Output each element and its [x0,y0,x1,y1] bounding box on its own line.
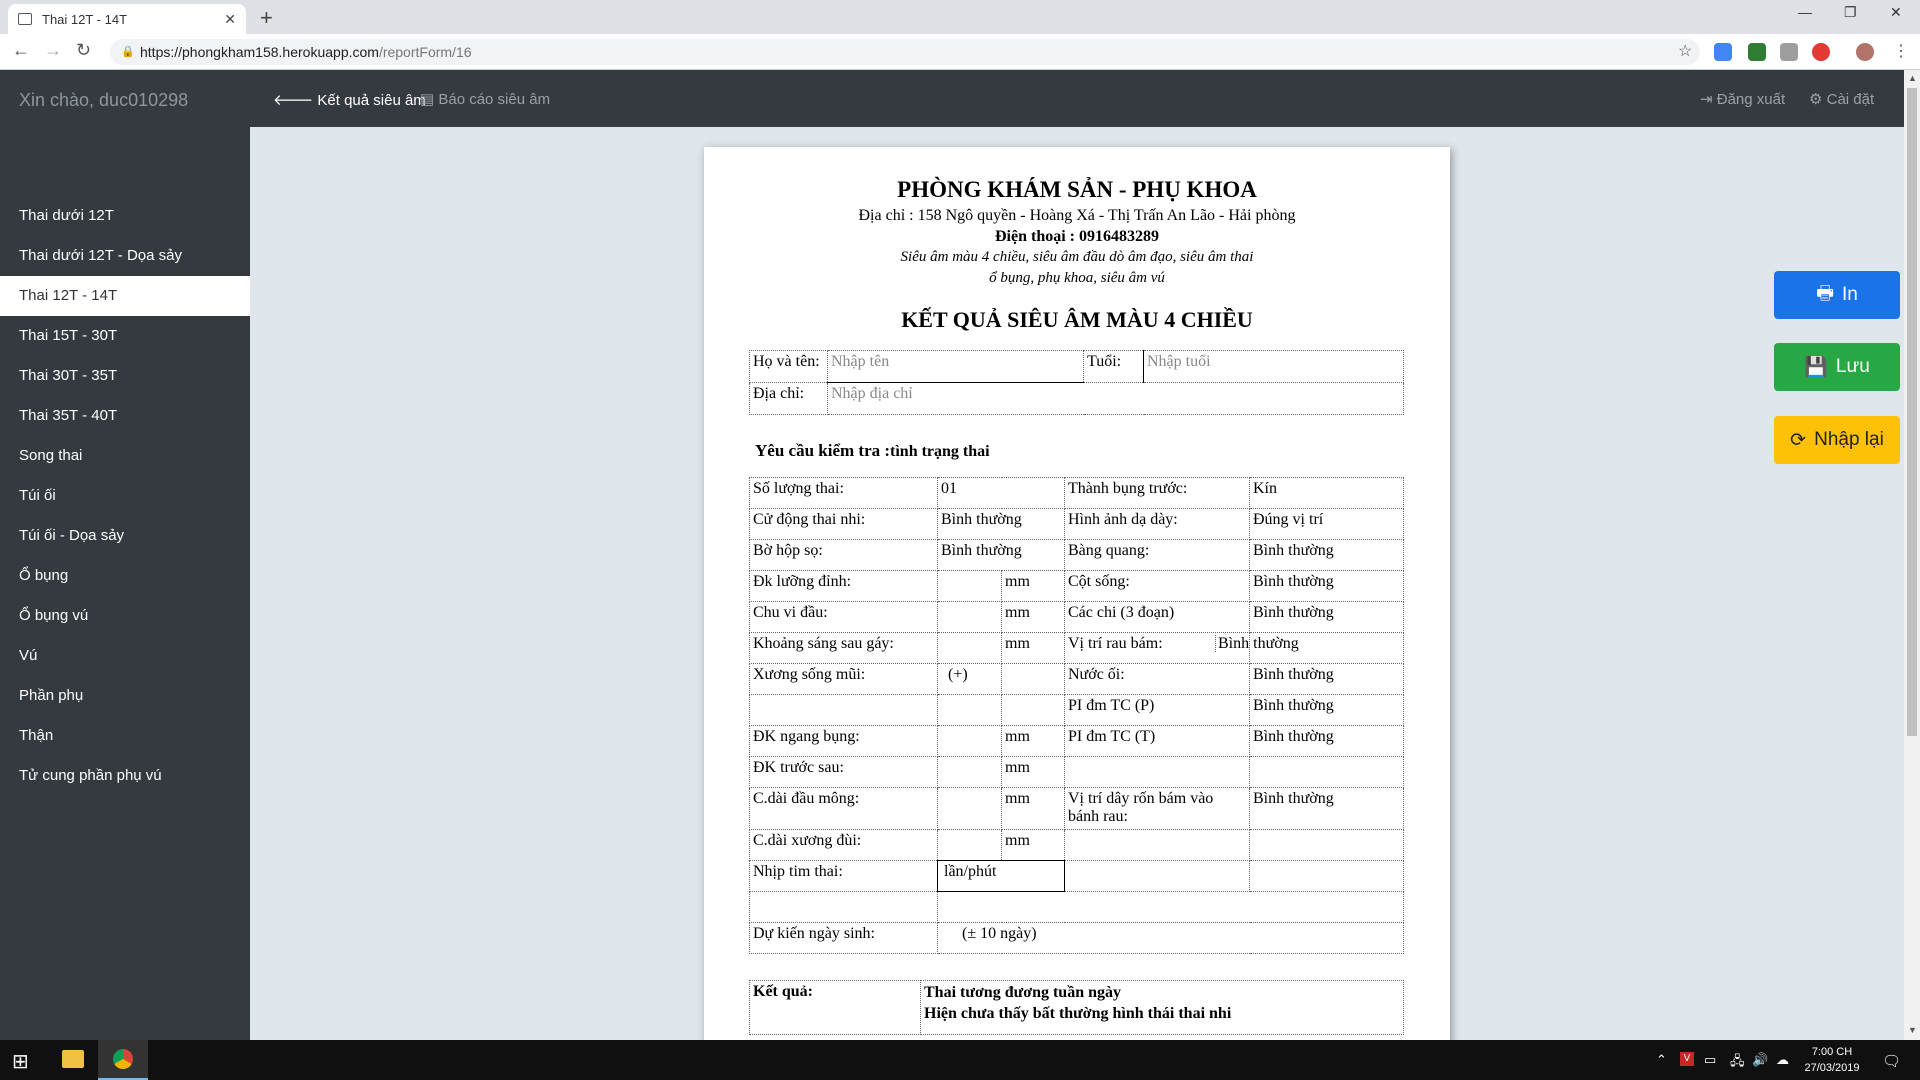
profile-avatar-icon[interactable] [1856,43,1874,61]
measurement-table [749,477,1404,954]
sidebar-item-thai-35t-40t[interactable]: Thai 35T - 40T [19,407,118,424]
patient-info-table [749,350,1404,415]
row-label: ĐK trước sau: [750,757,938,788]
print-label: In [1842,284,1858,305]
greeting: Xin chào, duc010298 [19,90,189,110]
row-value[interactable] [938,892,1404,923]
row-value[interactable]: 01 [938,478,1065,509]
row-value[interactable] [938,757,1002,788]
row-value[interactable]: Bình thường [1250,664,1404,695]
save-icon: 💾 [1804,357,1828,378]
browser-menu-icon[interactable]: ⋮ [1893,43,1909,60]
sidebar-item-thai-duoi-12t[interactable]: Thai dưới 12T [19,207,114,224]
ket-qua-sieu-am-link[interactable] [273,90,426,109]
sidebar-item-vu[interactable]: Vú [19,647,38,664]
print-icon: 🖶 [1816,283,1835,304]
row-label: Cột sống: [1065,571,1250,602]
row-label [1065,830,1250,861]
row-label: Số lượng thai: [750,478,938,509]
unit-label: mm [1002,633,1065,664]
row-value[interactable]: Bình thường [938,540,1065,571]
row-label: Cử động thai nhi: [750,509,938,540]
row-label [750,695,938,726]
tab-close-icon[interactable]: ✕ [224,10,236,27]
opera-extension-icon[interactable] [1812,43,1830,61]
row-label: Bờ hộp sọ: [750,540,938,571]
row-label: Thành bụng trước: [1065,478,1250,509]
url-path: /reportForm/16 [378,44,472,60]
report-title: KẾT QUẢ SIÊU ÂM MÀU 4 CHIỀU [901,307,1253,332]
dang-xuat-label: Đăng xuất [1716,91,1786,108]
cloud-icon[interactable]: ☁ [1776,1052,1789,1067]
row-value[interactable]: (+) [938,664,1002,695]
row-value[interactable]: Bình thường [1250,695,1404,726]
sign-out-icon: ⇥ [1700,91,1717,108]
tab-title: Thai 12T - 14T [42,11,128,27]
sidebar-item-thai-12t-14t[interactable]: Thai 12T - 14T [0,276,250,316]
request-value[interactable]: tình trạng thai [890,443,990,460]
sidebar-item-thai-15t-30t[interactable]: Thai 15T - 30T [19,327,118,344]
extension-icon[interactable] [1748,43,1766,61]
row-label: C.dài xương đùi: [750,830,938,861]
restore-button[interactable]: ❐ [1844,4,1857,20]
chrome-icon [113,1049,133,1069]
forward-icon[interactable]: → [44,40,62,60]
result-table [749,980,1404,1035]
back-icon[interactable]: ← [12,40,30,60]
address-bar[interactable] [110,39,1700,65]
clinic-name: PHÒNG KHÁM SẢN - PHỤ KHOA [897,177,1257,202]
tray-chevron-icon[interactable]: ⌃ [1656,1052,1667,1067]
row-label [750,892,938,923]
tray-battery-icon[interactable]: ▭ [1704,1052,1717,1067]
ket-qua-label: Kết quả siêu âm [317,92,426,109]
save-label: Lưu [1835,356,1870,377]
notifications-icon[interactable]: 🗨 [1882,1053,1902,1070]
save-button[interactable] [1774,343,1900,391]
clinic-services-1: Siêu âm màu 4 chiều, siêu âm đầu dò âm đạo, siêu âm thai [900,249,1254,265]
recycle-extension-icon[interactable] [1780,43,1798,61]
page-scrollbar[interactable] [1904,70,1920,1040]
unit-label [1002,664,1065,695]
row-label [1065,757,1250,788]
top-navbar [250,70,1904,127]
file-explorer-icon[interactable] [62,1050,84,1068]
row-value[interactable]: Kín [1250,478,1404,509]
row-label: Chu vi đầu: [750,602,938,633]
row-value[interactable]: Bình thường [1250,602,1404,633]
address-field[interactable] [828,383,1404,415]
clock-date: 27/03/2019 [1804,1062,1860,1074]
row-value[interactable]: (± 10 ngày) [938,923,1404,954]
rau-bam-value: Bình thường [1215,635,1299,652]
sidebar-menu [0,196,250,796]
print-button[interactable] [1774,271,1900,319]
row-label: Khoảng sáng sau gáy: [750,633,938,664]
sidebar-item-tu-cung-phan-phu-vu[interactable]: Tử cung phần phụ vú [19,767,162,784]
sidebar-item-o-bung[interactable]: Ổ bụng [19,567,69,584]
scroll-down-icon[interactable]: ▼ [1908,1025,1917,1035]
unit-label: mm [1002,788,1065,830]
row-value[interactable] [938,633,1002,664]
clock-time: 7:00 CH [1811,1046,1853,1058]
unit-label: mm [1002,757,1065,788]
name-field[interactable] [828,351,1084,383]
chrome-taskbar-button[interactable] [98,1040,148,1080]
windows-start-icon[interactable]: ⊞ [12,1051,29,1073]
taskbar [0,1040,1920,1080]
browser-toolbar [0,34,1920,70]
unit-label: mm [1002,602,1065,633]
row-label: Bàng quang: [1065,540,1250,571]
translate-extension-icon[interactable] [1714,43,1732,61]
row-label [1065,861,1250,892]
row-value[interactable]: Bình thường [1250,571,1404,602]
row-value[interactable] [938,788,1002,830]
address-label: Địa chỉ: [750,383,828,415]
sidebar-item-tui-oi-doa-say[interactable]: Túi ối - Dọa sảy [19,527,125,544]
sidebar-item-than[interactable]: Thận [19,727,54,744]
row-value[interactable] [938,726,1002,757]
request-label-text: Yêu cầu kiểm tra : [755,441,891,460]
report-paper [704,147,1450,1047]
network-icon[interactable]: 🖧 [1730,1053,1745,1068]
clinic-phone: Điện thoại : 0916483289 [995,228,1159,245]
lock-icon: 🔒 [121,46,135,58]
bao-cao-label: Báo cáo siêu âm [438,91,551,108]
row-label: Các chi (3 đoạn) [1065,602,1250,633]
page-favicon-icon [18,13,32,25]
row-value[interactable] [938,695,1002,726]
gear-icon: ⚙ [1809,91,1827,108]
sidebar-item-thai-duoi-12t-doa-say[interactable]: Thai dưới 12T - Dọa sảy [19,247,183,264]
row-label: C.dài đầu mông: [750,788,938,830]
cai-dat-label: Cài đặt [1826,91,1875,108]
scroll-up-icon[interactable]: ▲ [1908,73,1917,83]
row-value[interactable] [1250,861,1404,892]
refresh-icon: ⟳ [1790,429,1807,451]
row-value[interactable] [938,830,1002,861]
arrow-left-icon: 🡐 [273,92,318,109]
row-value[interactable] [1250,757,1404,788]
url-host: https://phongkham158.herokuapp.com [140,44,379,60]
age-placeholder: Nhập tuổi [1147,353,1211,370]
row-value[interactable]: Bình thường [938,509,1065,540]
cai-dat-link[interactable] [1809,90,1874,108]
scroll-thumb[interactable] [1907,88,1917,736]
clinic-address: Địa chỉ : 158 Ngô quyền - Hoàng Xá - Thị Trấn An Lão - Hải phòng [858,207,1296,224]
row-label: Đk lưỡng đỉnh: [750,571,938,602]
name-placeholder: Nhập tên [831,353,890,370]
row-value[interactable]: Bình thường [1250,788,1404,830]
sidebar-item-o-bung-vu[interactable]: Ổ bụng vú [19,607,89,624]
bookmark-star-icon[interactable]: ☆ [1678,43,1693,60]
unit-label [1002,695,1065,726]
sidebar-item-thai-30t-35t[interactable]: Thai 30T - 35T [19,367,118,384]
file-icon: ▤ [420,91,439,108]
row-value[interactable]: lần/phút [938,861,1065,892]
new-tab-button[interactable]: + [260,5,273,30]
result-line-1: Thai tương đương tuần ngày [924,984,1121,1001]
clinic-services-2: ổ bụng, phụ khoa, siêu âm vú [989,270,1165,286]
row-label: Hình ảnh dạ dày: [1065,509,1250,540]
tray-app-icon[interactable]: V [1680,1052,1694,1066]
unit-label: mm [1002,571,1065,602]
row-value[interactable]: Bình thường [1250,540,1404,571]
address-placeholder: Nhập địa chỉ [831,385,913,402]
unit-label: mm [1002,726,1065,757]
row-value[interactable] [938,602,1002,633]
row-label: Vị trí rau bám: [1065,633,1250,664]
sidebar [0,70,250,1040]
unit-label: mm [1002,830,1065,861]
reload-icon[interactable]: ↻ [76,40,92,60]
row-value[interactable]: Đúng vị trí [1250,509,1404,540]
bao-cao-sieu-am-link[interactable] [420,90,550,108]
request-label [755,441,990,461]
browser-tab[interactable] [8,4,246,34]
close-window-button[interactable]: ✕ [1890,4,1902,20]
sidebar-item-phan-phu[interactable]: Phần phụ [19,687,84,704]
sidebar-item-tui-oi[interactable]: Túi ối [19,487,56,504]
dang-xuat-link[interactable] [1700,90,1785,108]
row-label: PI đm TC (T) [1065,726,1250,757]
row-label: ĐK ngang bụng: [750,726,938,757]
minimize-button[interactable]: — [1798,4,1812,20]
row-value[interactable]: Bình thường [1250,726,1404,757]
row-label: Nước ối: [1065,664,1250,695]
row-value[interactable] [938,571,1002,602]
browser-tab-bar [0,0,1920,34]
row-value[interactable] [1250,830,1404,861]
volume-icon[interactable]: 🔊 [1752,1052,1769,1067]
age-label: Tuổi: [1084,351,1144,383]
row-label: Nhịp tim thai: [750,861,938,892]
sidebar-item-song-thai[interactable]: Song thai [19,447,83,464]
reset-button[interactable] [1774,416,1900,464]
row-label: Vị trí dây rốn bám vào bánh rau: [1065,788,1250,830]
row-label: Xương sống mũi: [750,664,938,695]
row-label: PI đm TC (P) [1065,695,1250,726]
age-field[interactable] [1144,351,1404,383]
result-line-2: Hiện chưa thấy bất thường hình thái thai nhi [924,1004,1232,1022]
result-value[interactable] [921,981,1404,1035]
row-value[interactable] [1218,633,1404,664]
taskbar-clock[interactable] [1798,1044,1866,1076]
result-label: Kết quả: [750,981,921,1035]
name-label: Họ và tên: [750,351,828,383]
row-label: Dự kiến ngày sinh: [750,923,938,954]
reset-label: Nhập lại [1814,429,1884,450]
